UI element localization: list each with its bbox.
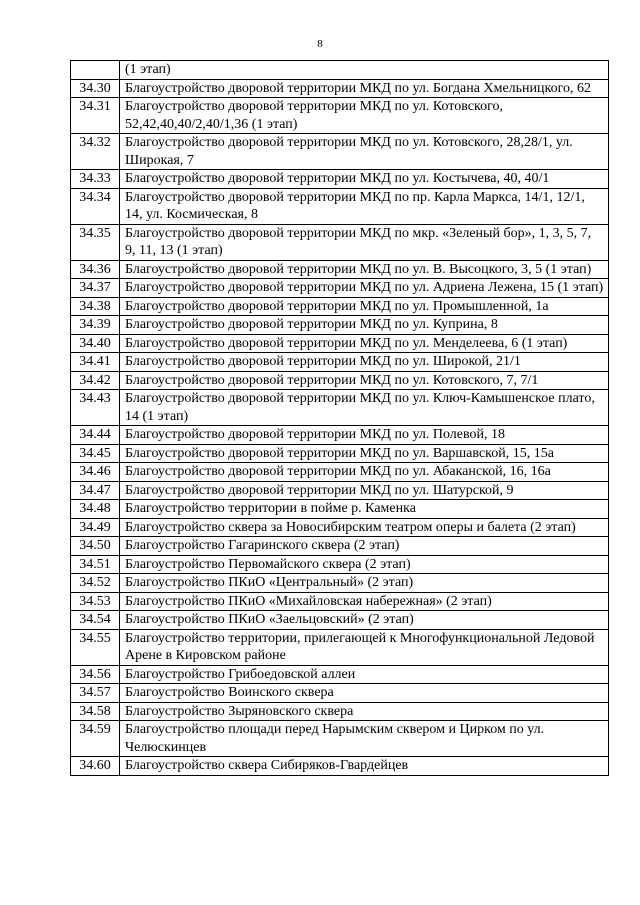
table-row [71, 79, 609, 98]
item-description: Благоустройство Зыряновского сквера [120, 702, 609, 721]
item-description: Благоустройство территории в пойме р. Каменка [120, 500, 609, 519]
table-row [71, 757, 609, 776]
item-description: Благоустройство ПКиО «Михайловская набережная» (2 этап) [120, 592, 609, 611]
table-row [71, 426, 609, 445]
page-number: 8 [317, 38, 323, 50]
item-number: 34.50 [71, 537, 120, 556]
item-number: 34.30 [71, 79, 120, 98]
item-description: Благоустройство дворовой территории МКД по ул. Котовского, 28,28/1, ул. Широкая, 7 [120, 134, 609, 170]
table-row [71, 61, 609, 80]
table-row [71, 537, 609, 556]
item-description: Благоустройство дворовой территории МКД по ул. Котовского, 52,42,40,40/2,40/1,36 (1 этап) [120, 98, 609, 134]
item-description: Благоустройство Грибоедовской аллеи [120, 665, 609, 684]
item-description: Благоустройство дворовой территории МКД по ул. Абаканской, 16, 16а [120, 463, 609, 482]
item-description: Благоустройство территории, прилегающей к Многофункциональной Ледовой Арене в Кировском районе [120, 629, 609, 665]
item-description: Благоустройство Воинского сквера [120, 684, 609, 703]
item-number: 34.37 [71, 279, 120, 298]
table-row [71, 665, 609, 684]
table-row [71, 98, 609, 134]
item-number: 34.43 [71, 390, 120, 426]
item-description: Благоустройство дворовой территории МКД по ул. Адриена Лежена, 15 (1 этап) [120, 279, 609, 298]
item-number: 34.55 [71, 629, 120, 665]
item-number: 34.58 [71, 702, 120, 721]
document-table [70, 60, 609, 776]
table-row [71, 629, 609, 665]
table-row [71, 702, 609, 721]
table-row [71, 684, 609, 703]
item-description: Благоустройство сквера за Новосибирским театром оперы и балета (2 этап) [120, 518, 609, 537]
item-number: 34.38 [71, 297, 120, 316]
item-number: 34.41 [71, 353, 120, 372]
table-row [71, 500, 609, 519]
item-number [71, 61, 120, 80]
table-row [71, 297, 609, 316]
table-row [71, 353, 609, 372]
item-number: 34.47 [71, 481, 120, 500]
item-description: Благоустройство Первомайского сквера (2 этап) [120, 555, 609, 574]
item-description: Благоустройство ПКиО «Заельцовский» (2 этап) [120, 611, 609, 630]
table-row [71, 224, 609, 260]
item-description: Благоустройство площади перед Нарымским сквером и Цирком по ул. Челюскинцев [120, 721, 609, 757]
item-number: 34.42 [71, 371, 120, 390]
table-row [71, 279, 609, 298]
table-row [71, 444, 609, 463]
item-number: 34.48 [71, 500, 120, 519]
item-number: 34.53 [71, 592, 120, 611]
item-number: 34.33 [71, 170, 120, 189]
item-description: Благоустройство дворовой территории МКД по мкр. «Зеленый бор», 1, 3, 5, 7, 9, 11, 13 (1 этап) [120, 224, 609, 260]
table-body [71, 61, 609, 776]
item-number: 34.56 [71, 665, 120, 684]
item-description: Благоустройство сквера Сибиряков-Гвардейцев [120, 757, 609, 776]
table-row [71, 463, 609, 482]
item-number: 34.51 [71, 555, 120, 574]
item-number: 34.44 [71, 426, 120, 445]
table-row [71, 555, 609, 574]
item-description: Благоустройство дворовой территории МКД по ул. Богдана Хмельницкого, 62 [120, 79, 609, 98]
item-description: Благоустройство дворовой территории МКД по ул. Широкой, 21/1 [120, 353, 609, 372]
item-description: Благоустройство Гагаринского сквера (2 этап) [120, 537, 609, 556]
item-number: 34.40 [71, 334, 120, 353]
item-description: (1 этап) [120, 61, 609, 80]
table-row [71, 134, 609, 170]
table-row [71, 390, 609, 426]
item-description: Благоустройство дворовой территории МКД по пр. Карла Маркса, 14/1, 12/1, 14, ул. Космическая, 8 [120, 188, 609, 224]
table-row [71, 316, 609, 335]
table-row [71, 334, 609, 353]
item-number: 34.32 [71, 134, 120, 170]
item-description: Благоустройство дворовой территории МКД по ул. Ключ-Камышенское плато, 14 (1 этап) [120, 390, 609, 426]
item-description: Благоустройство дворовой территории МКД по ул. Куприна, 8 [120, 316, 609, 335]
item-description: Благоустройство дворовой территории МКД по ул. Костычева, 40, 40/1 [120, 170, 609, 189]
item-number: 34.52 [71, 574, 120, 593]
item-number: 34.59 [71, 721, 120, 757]
table-row [71, 592, 609, 611]
table-row [71, 170, 609, 189]
item-number: 34.46 [71, 463, 120, 482]
item-number: 34.54 [71, 611, 120, 630]
item-number: 34.36 [71, 260, 120, 279]
item-description: Благоустройство дворовой территории МКД по ул. Менделеева, 6 (1 этап) [120, 334, 609, 353]
item-description: Благоустройство дворовой территории МКД по ул. Полевой, 18 [120, 426, 609, 445]
item-description: Благоустройство дворовой территории МКД по ул. Варшавской, 15, 15а [120, 444, 609, 463]
item-number: 34.60 [71, 757, 120, 776]
table-row [71, 721, 609, 757]
item-description: Благоустройство дворовой территории МКД по ул. Шатурской, 9 [120, 481, 609, 500]
item-number: 34.49 [71, 518, 120, 537]
table-row [71, 371, 609, 390]
item-description: Благоустройство дворовой территории МКД по ул. В. Высоцкого, 3, 5 (1 этап) [120, 260, 609, 279]
item-number: 34.34 [71, 188, 120, 224]
item-number: 34.35 [71, 224, 120, 260]
item-description: Благоустройство дворовой территории МКД по ул. Котовского, 7, 7/1 [120, 371, 609, 390]
item-number: 34.31 [71, 98, 120, 134]
item-number: 34.45 [71, 444, 120, 463]
table-row [71, 481, 609, 500]
item-description: Благоустройство ПКиО «Центральный» (2 этап) [120, 574, 609, 593]
item-number: 34.57 [71, 684, 120, 703]
item-description: Благоустройство дворовой территории МКД по ул. Промышленной, 1а [120, 297, 609, 316]
table-row [71, 260, 609, 279]
table-row [71, 574, 609, 593]
item-number: 34.39 [71, 316, 120, 335]
table-row [71, 188, 609, 224]
table-row [71, 611, 609, 630]
table-row [71, 518, 609, 537]
